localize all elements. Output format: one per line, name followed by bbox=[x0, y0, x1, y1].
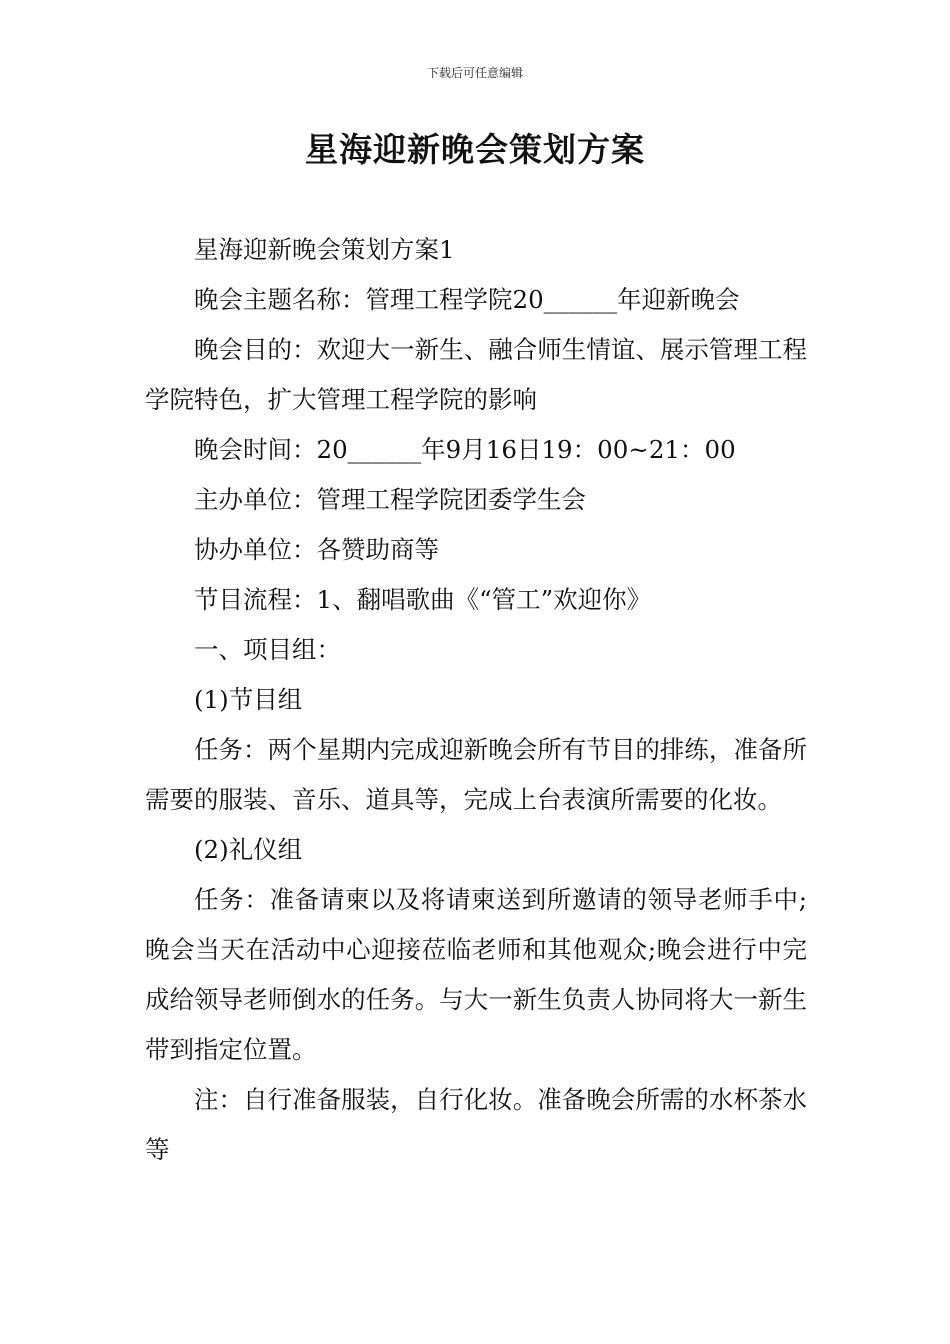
paragraph-program: 节目流程：1、翻唱歌曲《“管工”欢迎你》 bbox=[194, 585, 652, 614]
paragraph-section-heading: 一、项目组： bbox=[194, 635, 341, 664]
paragraph-co-host: 协办单位：各赞助商等 bbox=[194, 535, 439, 564]
document-title: 星海迎新晚会策划方案 bbox=[305, 130, 645, 169]
page-header-note: 下载后可任意编辑 bbox=[426, 66, 523, 80]
paragraph-program-group: (1)节目组 bbox=[194, 685, 303, 714]
paragraph-purpose: 晚会目的：欢迎大一新生、融合师生情谊、展示管理工程学院特色，扩大管理工程学院的影响 bbox=[145, 335, 807, 414]
paragraph-subtitle: 星海迎新晚会策划方案1 bbox=[194, 235, 455, 264]
paragraph-etiquette-task: 任务：准备请柬以及将请柬送到所邀请的领导老师手中;晚会当天在活动中心迎接莅临老师和其他观众;晚会进行中完成给领导老师倒水的任务。与大一新生负责人协同将大一新生带到指定位置。 bbox=[145, 885, 807, 1064]
paragraph-etiquette-group: (2)礼仪组 bbox=[194, 835, 303, 864]
paragraph-theme: 晚会主题名称：管理工程学院20______年迎新晚会 bbox=[194, 285, 740, 314]
paragraph-note: 注：自行准备服装，自行化妆。准备晚会所需的水杯茶水等 bbox=[145, 1085, 807, 1164]
paragraph-program-task: 任务：两个星期内完成迎新晚会所有节目的排练，准备所需要的服装、音乐、道具等，完成上台表演所需要的化妆。 bbox=[145, 735, 807, 814]
paragraph-time: 晚会时间：20______年9月16日19：00~21：00 bbox=[194, 435, 736, 464]
document-body bbox=[145, 225, 807, 1175]
paragraph-host: 主办单位：管理工程学院团委学生会 bbox=[194, 485, 586, 514]
